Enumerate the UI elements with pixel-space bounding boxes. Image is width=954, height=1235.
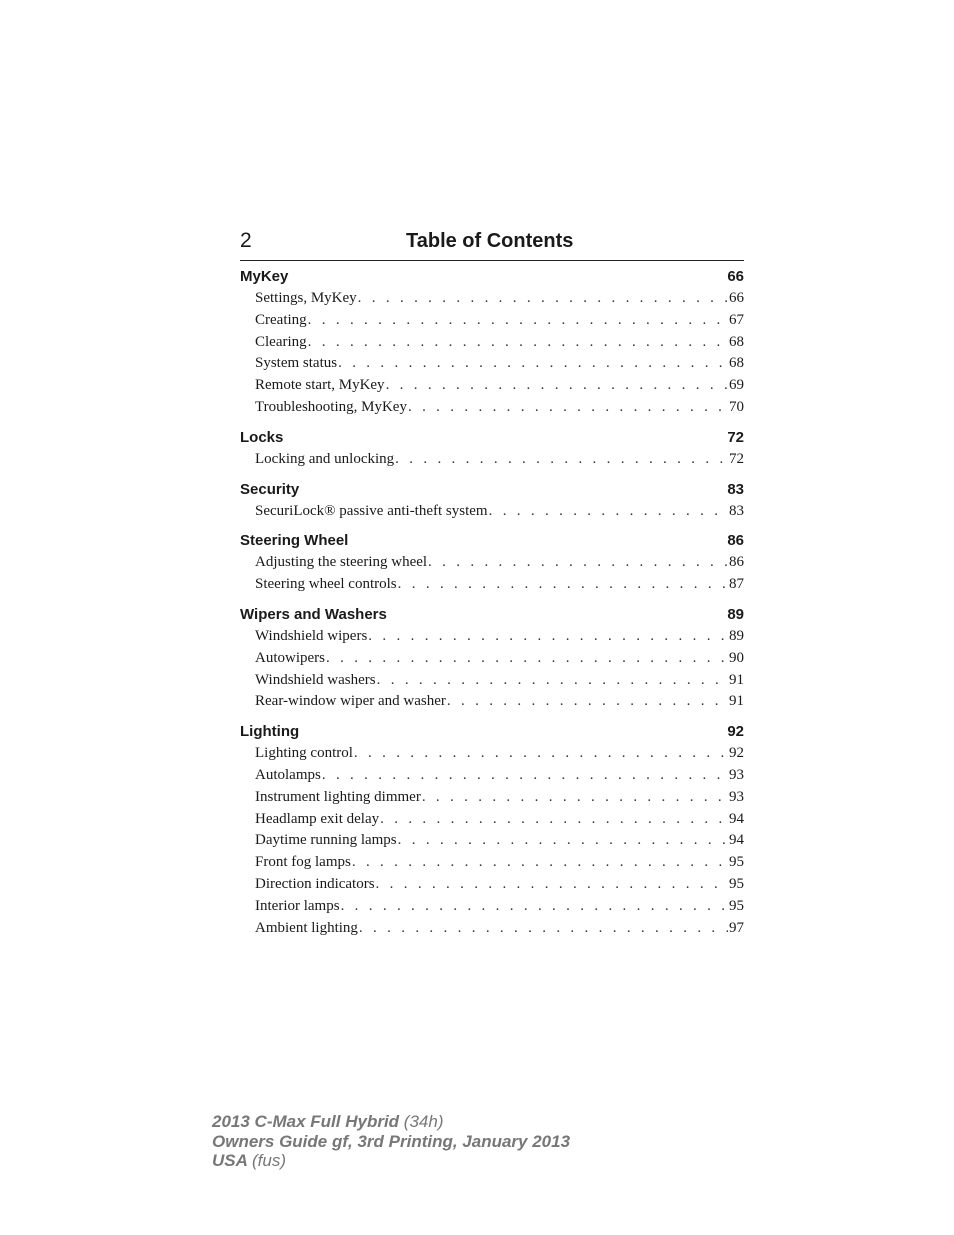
- dot-leader: [358, 288, 728, 310]
- toc-entry[interactable]: [240, 896, 744, 918]
- toc-section: [240, 478, 744, 523]
- section-title: Wipers and Washers: [240, 605, 387, 623]
- dot-leader: [447, 691, 728, 713]
- entry-page-number: 68: [729, 355, 744, 372]
- entry-page-number: 69: [729, 377, 744, 394]
- toc-entry[interactable]: [240, 809, 744, 831]
- section-page-number: 83: [727, 480, 744, 498]
- dot-leader: [380, 809, 728, 831]
- page-title: Table of Contents: [406, 230, 574, 252]
- toc-entry[interactable]: [240, 574, 744, 596]
- entry-page-number: 89: [729, 627, 744, 644]
- toc-entry[interactable]: [240, 397, 744, 419]
- entry-label: Adjusting the steering wheel: [255, 554, 428, 571]
- dot-leader: [395, 449, 728, 471]
- entry-label: SecuriLock® passive anti-theft system: [255, 502, 488, 519]
- dot-leader: [341, 896, 728, 918]
- section-title: Steering Wheel: [240, 532, 349, 550]
- toc-entry[interactable]: [240, 830, 744, 852]
- toc-section-heading[interactable]: [240, 603, 744, 626]
- toc-entry[interactable]: [240, 288, 744, 310]
- entry-page-number: 91: [729, 671, 744, 688]
- toc-section-heading[interactable]: [240, 478, 744, 501]
- entry-label: System status: [255, 355, 338, 372]
- entry-page-number: 92: [729, 745, 744, 762]
- entry-page-number: 66: [729, 290, 744, 306]
- dot-leader: [377, 670, 728, 692]
- entry-page-number: 95: [729, 897, 744, 914]
- toc-section: [240, 529, 744, 596]
- dot-leader: [338, 353, 728, 375]
- table-of-contents: [240, 265, 744, 946]
- document-footer: [212, 1112, 570, 1171]
- dot-leader: [359, 918, 728, 940]
- toc-entry[interactable]: [240, 648, 744, 670]
- toc-entry[interactable]: [240, 743, 744, 765]
- entry-label: Clearing: [255, 333, 307, 350]
- entry-page-number: 83: [729, 502, 744, 519]
- entry-label: Steering wheel controls: [255, 576, 397, 593]
- entry-label: Instrument lighting dimmer: [255, 788, 421, 805]
- toc-entry[interactable]: [240, 874, 744, 896]
- entry-page-number: 93: [729, 766, 744, 783]
- entry-page-number: 87: [729, 576, 744, 593]
- section-page-number: 89: [727, 605, 744, 623]
- dot-leader: [489, 501, 728, 523]
- toc-entry[interactable]: [240, 691, 744, 713]
- entry-label: Direction indicators: [255, 875, 375, 892]
- page-number: 2: [240, 229, 252, 252]
- dot-leader: [354, 743, 728, 765]
- page-header: [240, 228, 744, 261]
- entry-label: Autowipers: [255, 649, 325, 666]
- entry-label: Rear-window wiper and washer: [255, 693, 446, 710]
- entry-page-number: 68: [729, 333, 744, 350]
- toc-entry[interactable]: [240, 375, 744, 397]
- entry-label: Troubleshooting, MyKey: [255, 398, 407, 415]
- entry-label: Lighting control: [255, 745, 353, 762]
- toc-entry[interactable]: [240, 449, 744, 471]
- entry-label: Settings, MyKey: [255, 290, 357, 306]
- dot-leader: [398, 574, 728, 596]
- dot-leader: [326, 648, 728, 670]
- entry-page-number: 95: [729, 875, 744, 892]
- toc-entry[interactable]: [240, 765, 744, 787]
- footer-line-1: [212, 1112, 570, 1132]
- footer-line-3: [212, 1151, 570, 1171]
- toc-entry[interactable]: [240, 787, 744, 809]
- dot-leader: [422, 787, 728, 809]
- section-page-number: 72: [727, 428, 744, 446]
- entry-label: Remote start, MyKey: [255, 377, 385, 394]
- dot-leader: [428, 552, 728, 574]
- entry-label: Daytime running lamps: [255, 832, 397, 849]
- dot-leader: [386, 375, 728, 397]
- entry-page-number: 97: [729, 919, 744, 936]
- footer-market-code: (fus): [252, 1151, 286, 1170]
- toc-section: [240, 426, 744, 471]
- entry-page-number: 94: [729, 832, 744, 849]
- entry-page-number: 86: [729, 554, 744, 571]
- entry-page-number: 95: [729, 854, 744, 871]
- dot-leader: [368, 626, 728, 648]
- toc-section-heading[interactable]: [240, 529, 744, 552]
- toc-section: [240, 603, 744, 713]
- toc-entry[interactable]: [240, 310, 744, 332]
- dot-leader: [322, 765, 728, 787]
- section-title: MyKey: [240, 268, 289, 285]
- section-page-number: 86: [727, 532, 744, 550]
- toc-entry[interactable]: [240, 852, 744, 874]
- footer-model: 2013 C-Max Full Hybrid: [212, 1112, 400, 1131]
- toc-entry[interactable]: [240, 670, 744, 692]
- dot-leader: [376, 874, 728, 896]
- toc-section: [240, 265, 744, 419]
- entry-label: Autolamps: [255, 766, 321, 783]
- dot-leader: [308, 332, 728, 354]
- entry-page-number: 94: [729, 810, 744, 827]
- entry-label: Windshield washers: [255, 671, 376, 688]
- toc-section: [240, 720, 744, 939]
- entry-label: Ambient lighting: [255, 919, 358, 936]
- toc-section-heading[interactable]: [240, 426, 744, 449]
- footer-market: USA: [212, 1151, 248, 1170]
- section-title: Lighting: [240, 723, 300, 741]
- footer-line-2: Owners Guide gf, 3rd Printing, January 2013: [212, 1131, 571, 1151]
- toc-entry[interactable]: [240, 501, 744, 523]
- entry-page-number: 90: [729, 649, 744, 666]
- entry-page-number: 70: [729, 398, 744, 415]
- dot-leader: [408, 397, 728, 419]
- entry-page-number: 91: [729, 693, 744, 710]
- toc-entry[interactable]: [240, 552, 744, 574]
- entry-label: Creating: [255, 311, 307, 328]
- entry-label: Headlamp exit delay: [255, 810, 380, 827]
- toc-section-heading[interactable]: [240, 720, 744, 743]
- entry-page-number: 72: [729, 450, 744, 467]
- footer-model-code: (34h): [403, 1112, 444, 1131]
- entry-label: Front fog lamps: [255, 854, 351, 871]
- entry-label: Windshield wipers: [255, 627, 368, 644]
- toc-section-heading[interactable]: [240, 265, 744, 288]
- entry-label: Locking and unlocking: [255, 450, 395, 467]
- entry-page-number: 67: [729, 311, 744, 328]
- entry-label: Interior lamps: [255, 897, 340, 914]
- toc-entry[interactable]: [240, 353, 744, 375]
- section-title: Locks: [240, 428, 284, 446]
- dot-leader: [398, 830, 728, 852]
- section-title: Security: [240, 480, 300, 498]
- section-page-number: 92: [727, 723, 744, 741]
- section-page-number: 66: [727, 268, 744, 285]
- entry-page-number: 93: [729, 788, 744, 805]
- toc-entry[interactable]: [240, 918, 744, 940]
- toc-entry[interactable]: [240, 626, 744, 648]
- dot-leader: [352, 852, 728, 874]
- toc-entry[interactable]: [240, 332, 744, 354]
- dot-leader: [308, 310, 728, 332]
